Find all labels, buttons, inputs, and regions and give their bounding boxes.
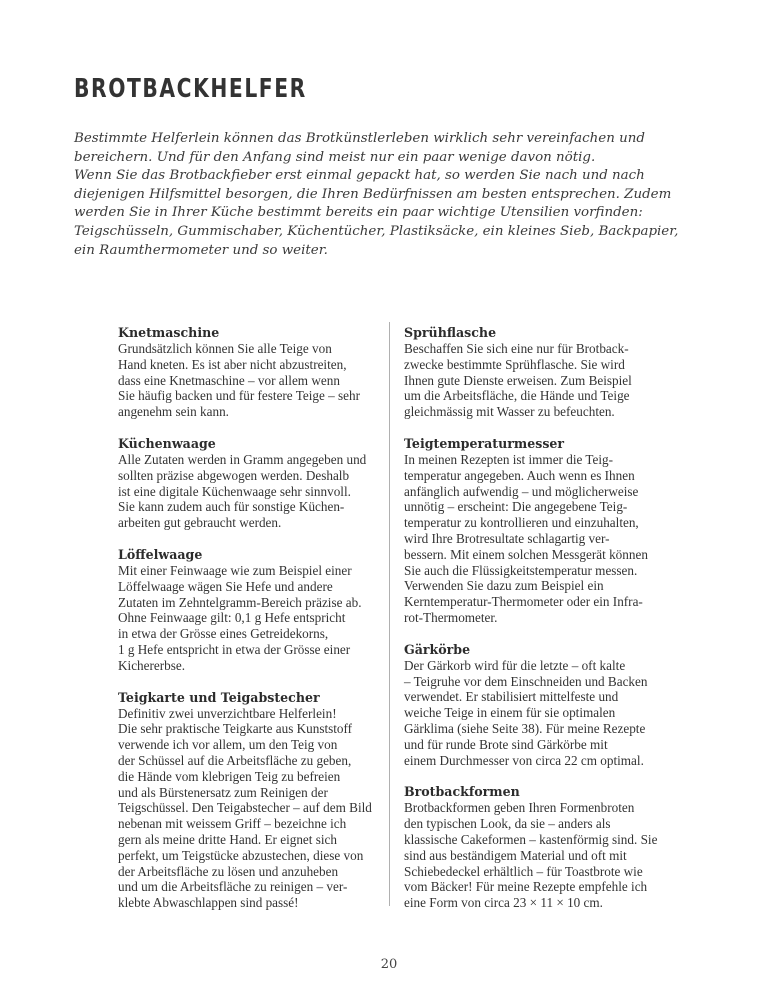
section-brotbackformen xyxy=(404,784,674,911)
body-line: Hand kneten. Es ist aber nicht abzustreiten, xyxy=(118,356,347,372)
intro-line: werden Sie in Ihrer Küche bestimmt bereits ein paar wichtige Utensilien vorfinden: xyxy=(74,205,643,221)
body-line: Zutaten im Zehntelgramm-Bereich präzise ab. xyxy=(118,594,362,610)
body-line: verwende ich vor allem, um den Teig von xyxy=(118,737,338,753)
section-heading: Knetmaschine xyxy=(118,325,220,340)
section-heading: Sprühflasche xyxy=(404,325,497,340)
body-line: perfekt, um Teigstücke abzustechen, diese von xyxy=(118,847,364,863)
body-line: um die Arbeitsfläche, die Hände und Teige xyxy=(404,388,630,404)
body-line: 1 g Hefe entspricht in etwa der Grösse einer xyxy=(118,641,351,657)
left-column xyxy=(118,325,383,927)
body-line: in etwa der Grösse eines Getreidekorns, xyxy=(118,626,329,642)
body-line: der Schüssel auf die Arbeitsfläche zu geben, xyxy=(118,752,352,768)
body-line: Der Gärkorb wird für die letzte – oft kalte xyxy=(404,657,626,673)
body-line: ist eine digitale Küchenwaage sehr sinnvoll. xyxy=(118,483,351,499)
right-column xyxy=(404,325,674,927)
body-line: Schiebedeckel erhältlich – für Toastbrote wie xyxy=(404,863,643,879)
body-line: verwendet. Er stabilisiert mittelfeste und xyxy=(404,689,619,705)
body-line: Sie häufig backen und für festere Teige – sehr xyxy=(118,388,360,404)
body-line: einem Durchmesser von circa 22 cm optimal. xyxy=(404,752,644,768)
intro-line: bereichern. Und für den Anfang sind meist nur ein paar wenige davon nötig. xyxy=(74,149,596,165)
body-line: – Teigruhe vor dem Einschneiden und Backen xyxy=(404,673,648,689)
body-line: und als Bürstenersatz zum Reinigen der xyxy=(118,784,328,800)
body-line: klebte Abwaschlappen sind passé! xyxy=(118,895,299,911)
body-line: Grundsätzlich können Sie alle Teige von xyxy=(118,341,332,356)
section-teigtemperaturmesser xyxy=(404,436,674,626)
section-body xyxy=(404,341,674,420)
body-line: dass eine Knetmaschine – vor allem wenn xyxy=(118,372,340,388)
body-line: gleichmässig mit Wasser zu befeuchten. xyxy=(404,404,615,420)
body-line: und für runde Brote sind Gärkörbe mit xyxy=(404,736,608,752)
body-line: Definitiv zwei unverzichtbare Helferlein! xyxy=(118,705,337,721)
body-line: gern als meine dritte Hand. Er eignet sich xyxy=(118,831,337,847)
body-line: zwecke bestimmte Sprühflasche. Sie wird xyxy=(404,356,625,372)
body-line: Kerntemperatur-Thermometer oder ein Infra- xyxy=(404,594,643,610)
body-line: Die sehr praktische Teigkarte aus Kunststoff xyxy=(118,721,353,737)
section-heading: Teigtemperaturmesser xyxy=(404,435,565,451)
section-sprühflasche xyxy=(404,325,674,420)
section-body xyxy=(118,452,383,531)
page-title: BROTBACKHELFER xyxy=(74,74,307,104)
intro-line: Bestimmte Helferlein können das Brotkünstlerleben wirklich sehr vereinfachen und xyxy=(74,131,645,146)
column-divider xyxy=(389,322,390,906)
intro-line: diejenigen Hilfsmittel besorgen, die Ihren Bedürfnissen am besten entsprechen. Zudem xyxy=(74,186,672,202)
section-body xyxy=(404,800,674,911)
body-line: Teigschüssel. Den Teigabstecher – auf dem Bild xyxy=(118,800,372,816)
intro-line: ein Raumthermometer und so weiter. xyxy=(74,242,328,258)
section-küchenwaage xyxy=(118,436,383,531)
intro-line: Teigschüsseln, Gummischaber, Küchentücher, Plastiksäcke, ein kleines Sieb, Backpapier, xyxy=(74,223,679,239)
body-line: Beschaffen Sie sich eine nur für Brotback- xyxy=(404,341,629,356)
section-löffelwaage xyxy=(118,547,383,674)
body-line: anfänglich aufwendig – und möglicherweise xyxy=(404,483,639,499)
page-number: 20 xyxy=(380,957,398,972)
body-line: der Arbeitsfläche zu lösen und anzuheben xyxy=(118,863,339,879)
intro-line: Wenn Sie das Brotbackfieber erst einmal gepackt hat, so werden Sie nach und nach xyxy=(74,168,645,184)
section-heading: Brotbackformen xyxy=(404,784,520,800)
body-line: In meinen Rezepten ist immer die Teig- xyxy=(404,451,614,467)
section-teigkarte-und-teigabstecher xyxy=(118,690,383,911)
body-line: Gärklima (siehe Seite 38). Für meine Rezepte xyxy=(404,720,646,736)
body-line: bessern. Mit einem solchen Messgerät können xyxy=(404,546,648,562)
section-knetmaschine xyxy=(118,325,383,420)
body-line: klassische Cakeformen – kastenförmig sind. Sie xyxy=(404,831,658,847)
section-heading: Gärkörbe xyxy=(404,641,471,657)
body-line: den typischen Look, da sie – anders als xyxy=(404,816,611,832)
body-line: sollten präzise abgewogen werden. Deshalb xyxy=(118,467,350,483)
body-line: sind aus beständigem Material und oft mit xyxy=(404,847,627,863)
section-body xyxy=(118,706,383,911)
body-line: und um die Arbeitsfläche zu reinigen – ver- xyxy=(118,879,348,895)
body-line: angenehm sein kann. xyxy=(118,404,229,420)
body-line: eine Form von circa 23 × 11 × 10 cm. xyxy=(404,895,603,911)
body-line: Kichererbse. xyxy=(118,657,185,673)
body-line: unnötig – erscheint: Die angegebene Teig- xyxy=(404,499,628,515)
body-line: rot-Thermometer. xyxy=(404,609,498,625)
section-heading: Teigkarte und Teigabstecher xyxy=(118,689,320,705)
body-line: Sie kann zudem auch für sonstige Küchen- xyxy=(118,499,345,515)
body-line: Ohne Feinwaage gilt: 0,1 g Hefe entspricht xyxy=(118,610,346,626)
intro-paragraph xyxy=(74,130,714,260)
body-line: die Hände vom klebrigen Teig zu befreien xyxy=(118,768,341,784)
body-line: Mit einer Feinwaage wie zum Beispiel einer xyxy=(118,562,352,578)
body-line: Brotbackformen geben Ihren Formenbroten xyxy=(404,800,635,816)
body-line: Verwenden Sie dazu zum Beispiel ein xyxy=(404,578,604,594)
body-line: weiche Teige in einem für sie optimalen xyxy=(404,705,616,721)
body-line: Ihnen gute Dienste erweisen. Zum Beispiel xyxy=(404,372,632,388)
section-body xyxy=(118,563,383,674)
body-line: Alle Zutaten werden in Gramm angegeben und xyxy=(118,451,367,467)
body-line: Löffelwaage wägen Sie Hefe und andere xyxy=(118,578,333,594)
section-gärkörbe xyxy=(404,642,674,769)
body-line: nebenan mit weissem Griff – bezeichne ich xyxy=(118,816,347,832)
section-body xyxy=(404,452,674,626)
body-line: wird Ihre Brotresultate schlagartig ver- xyxy=(404,530,610,546)
section-body xyxy=(404,658,674,769)
body-line: temperatur zu kontrollieren und einzuhalten, xyxy=(404,515,639,531)
body-line: vom Bäcker! Für meine Rezepte empfehle ich xyxy=(404,879,648,895)
section-heading: Löffelwaage xyxy=(118,546,203,562)
section-heading: Küchenwaage xyxy=(118,435,216,451)
body-line: Sie auch die Flüssigkeitstemperatur messen. xyxy=(404,562,638,578)
section-body xyxy=(118,341,383,420)
body-line: arbeiten gut gebraucht werden. xyxy=(118,515,282,531)
body-line: temperatur angegeben. Auch wenn es Ihnen xyxy=(404,467,635,483)
